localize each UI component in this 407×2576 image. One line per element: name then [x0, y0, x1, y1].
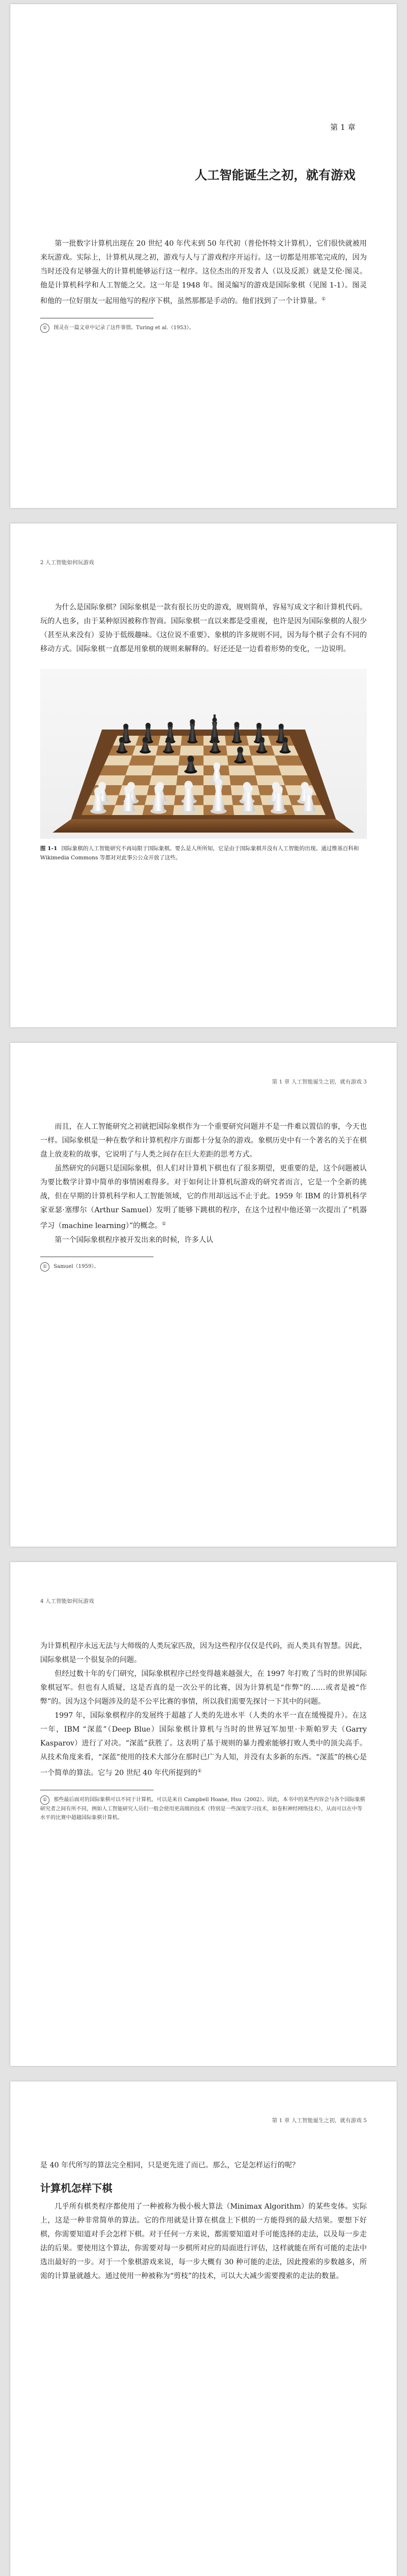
board-square [126, 766, 154, 775]
book-page-5 [10, 2081, 397, 2576]
body-paragraph: 1997 年，国际象棋程序的发展终于超越了人类的先进水平（人类的水平一直在缓慢提升）。在这一年，IBM “深蓝”（Deep Blue）国际象棋计算机与当时的世界冠军加里·卡斯帕罗夫（Garry Kasparov）进行了对决。“深蓝”获胜了。这表明了基于规则的暴力搜索能够打败人类中的顶尖高手。从技术角度来看，“深蓝”使用的技术大部分在那时已广为人知，并没有太多新的东西。“深蓝”的核心是一个简单的算法。它与 20 世纪 40 年代所提到的① [40, 1711, 367, 1777]
running-head: 4 人工智能如何玩游戏 [40, 1598, 94, 1604]
body-paragraph: 而且，在人工智能研究之初就把国际象棋作为一个重要研究问题并不是一件难以置信的事，今天也一样。国际象棋是一种在数学和计算机程序方面都十分复杂的游戏。象棋历史中有一个著名的关于在棋盘上放麦粒的故事，它说明了与人类之间存在巨大差距的思考方式。 [40, 1123, 367, 1159]
book-page-2 [10, 523, 397, 1027]
footnote: ① 图灵在一篇文章中记录了这件事情。Turing et al.（1953）。 [40, 324, 367, 333]
chess-board-figure [40, 669, 367, 839]
board-square [122, 775, 151, 785]
figure-caption: 图 1-1 国际象棋的人工智能研究不再局限于国际象棋。要么是人所所知，它是由于国际象棋并没有人工智能的出现。通过维基百科和 Wikimedia Commons 等都对对此事公公众开放了这些。 [40, 845, 359, 861]
board-square [151, 766, 179, 775]
board-edge [53, 819, 354, 833]
board-square [129, 756, 156, 766]
board-square [253, 766, 282, 775]
footnote: ① 那些最后面对的国际象棋可以不同于计算机，可以是来自 Campbell Hoane, Hsu（2002）。因此，本书中的某些内容会与各个国际象棋研究者之间有所不同，例如人工智能研究人员们一般会使用更高级的技术（特别是一些深度学习技术，如卷积神经网络技术），从而可以在中等水平的比赛中超越国际象棋计算机。 [40, 1795, 367, 1822]
running-head: 第 1 章 人工智能诞生之初，就有游戏 5 [272, 2117, 367, 2124]
book-page-4 [10, 1562, 397, 2066]
running-head: 2 人工智能如何玩游戏 [40, 560, 94, 566]
board-square [278, 766, 308, 775]
body-paragraph: 几乎所有棋类程序都使用了一种被称为极小极大算法（Minimax Algorithm）的某些变体。实际上，这是一种非常简单的算法。它的作用就是计算在棋盘上下棋的一方能得到的最大结果。要想下好棋，你需要知道对手会怎样下棋。对于任何一方来说，都需要知道对手可能选择的走法，以及每一步走法的后果。要使用这个算法，你需要对每一步棋所对应的局面进行评估，这样就能在所有可能的走法中选出最好的一步。对于一个象棋游戏来说，每一步大概有 30 种可能的走法，因此搜索的步数越多，所需的计算量就越大。通过使用一种被称为“剪枝”的技术，可以大大减少需要搜索的走法的数量。 [40, 2202, 367, 2280]
chess-board-image [40, 669, 367, 839]
board-square [104, 756, 132, 766]
board-squares [81, 736, 326, 815]
board-square [275, 756, 303, 766]
board-square [251, 756, 278, 766]
body-paragraph: 但经过数十年的专门研究，国际象棋程序已经变得越来越强大，在 1997 年打败了当时的世界国际象棋冠军。但也有人质疑，这是否真的是一次公平的比赛，因为计算机是“作弊”的……或者是被“作弊”的。因为这个问题涉及的是不公平比赛的事情，所以我们需要先探讨一下其中的问题。 [40, 1670, 367, 1706]
board-square [180, 745, 204, 755]
book-page-3 [10, 1043, 397, 1547]
body-paragraph: 为什么是国际象棋？国际象棋是一款有很长历史的游戏，规则简单，容易写成文字和计算机代码。玩的人也多，由于某种原因被称作智商。国际象棋一直以来都是受重视，也许是因为国际象棋的人很少（甚至从来没有）妥协于低级趣味。《这位说不重要》、象棋的许多规则不同，因为每个棋子会有不同的移动方式。国际象棋一直都是用象棋的规则来解释的。好还还是一边看着形势的变化，一边说明。 [40, 603, 367, 653]
book-page-1 [10, 4, 397, 508]
board-square [228, 766, 256, 775]
board-square [256, 775, 285, 785]
body-paragraph: 为计算机程序永远无法与大师级的人类玩家匹敌，因为这些程序仅仅是代码，而人类具有智慧。因此，国际象棋是一个很复杂的问题。 [40, 1642, 367, 1664]
body-paragraph: 第一批数字计算机出现在 20 世纪 40 年代末到 50 年代初（普伦怀特文计算机），它们很快就被用来玩游戏。实际上，计算机从现之初，游戏与人与了游戏程序开运行。这一切都是用那笔完成的，因为当时还没有足够强大的计算机能够运行这一程序。这位杰出的开发者人（以及反派）就是艾伦·图灵。他是计算机科学和人工智能之父。这一年是 1948 年。图灵编写的游戏是国际象棋（见图 1-1）。图灵和他的一位好朋友一起用他写的程序下棋，虽然那都是手动的。他们找到了一个计算量。① [40, 240, 367, 306]
board-square [154, 756, 180, 766]
running-head: 第 1 章 人工智能诞生之初，就有游戏 3 [272, 1079, 367, 1085]
footnote: ① Samuel（1959）。 [40, 1262, 367, 1272]
body-paragraph: 是 40 年代所写的算法完全相同，只是更先进了而已。那么，它是怎样运行的呢？ [40, 2161, 299, 2170]
chapter-title: 人工智能诞生之初，就有游戏 [195, 167, 355, 182]
chapter-label: 第 1 章 [330, 123, 355, 132]
section-heading: 计算机怎样下棋 [40, 2182, 112, 2194]
body-paragraph: 第一个国际象棋程序被开发出来的时候，许多人认 [55, 1235, 213, 1244]
body-paragraph: 虽然研究的问题只是国际象棋，但人们对计算机下棋也有了很多期望，更重要的是，这个问题被认为要比数学计算中简单的事情困难得多。对于如何让计算机玩游戏的研究者而言，它是一个全新的挑战，但在早期的计算机科学和人工智能领域，它的作用却远远不止于此。1959 年 IBM 的计算机科学家亚瑟·塞缪尔（Arthur Samuel）发明了能够下跳棋的程序，在这个过程中他还第一次提出了“机器学习（machine learning）”的概念。① [40, 1164, 367, 1230]
board-square [99, 766, 129, 775]
